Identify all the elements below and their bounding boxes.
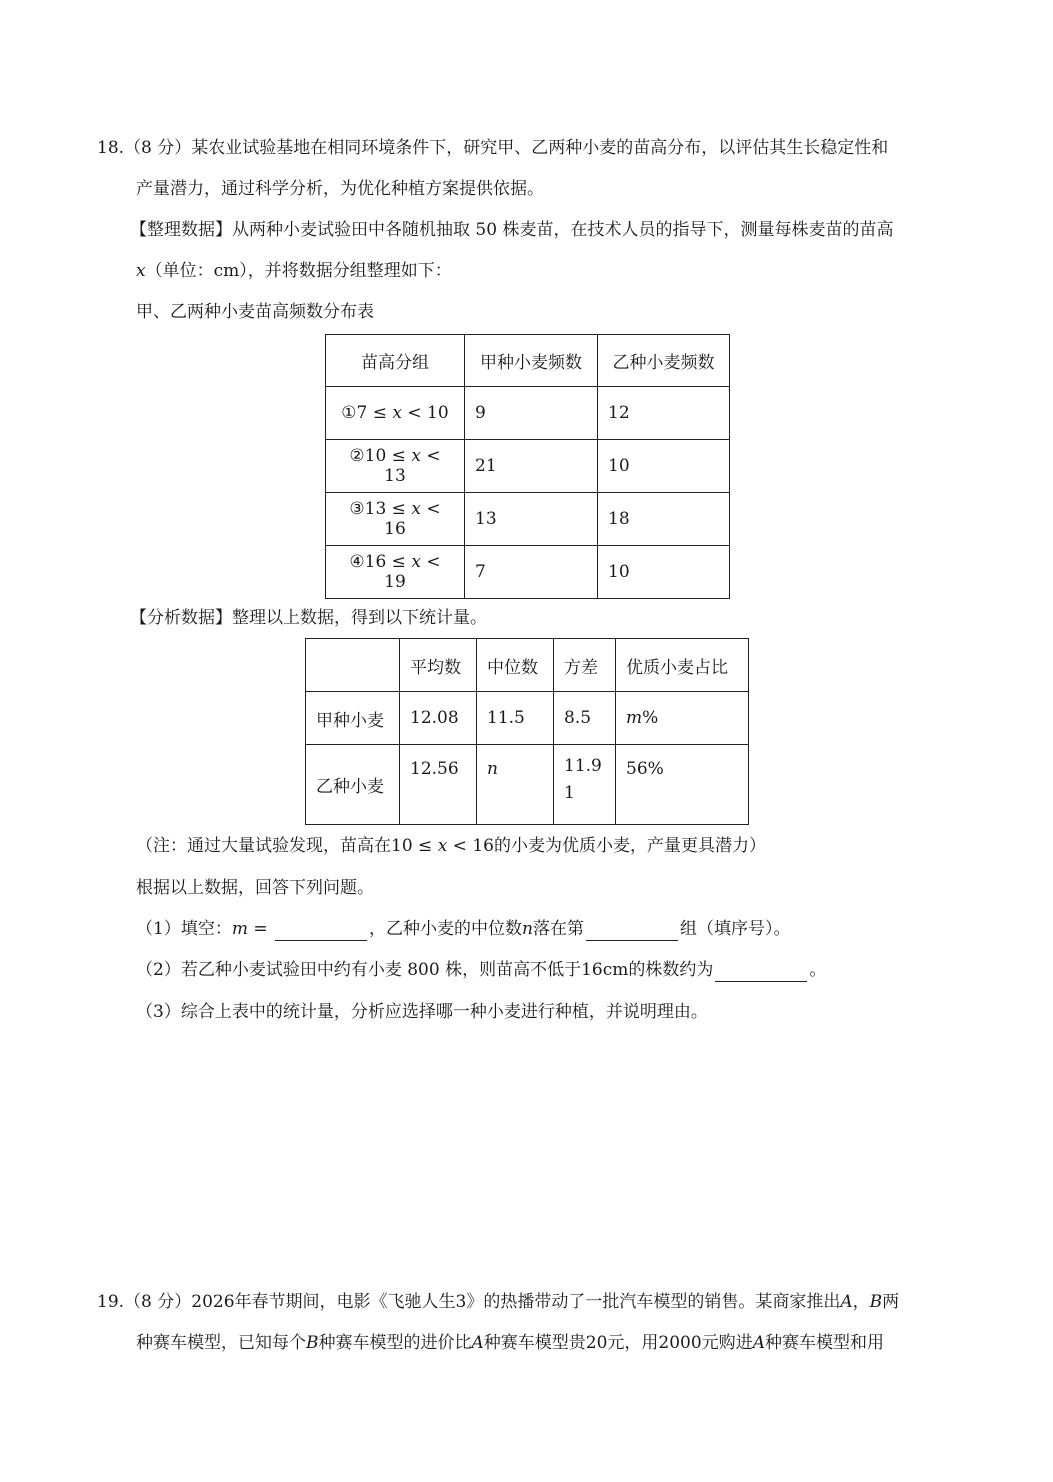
mean-cell: 12.08 — [400, 692, 477, 745]
answer-blank-count[interactable] — [715, 963, 807, 982]
ratio-cell: 56% — [616, 745, 749, 825]
q18-analyze-line: 【分析数据】整理以上数据，得到以下统计量。 — [130, 608, 487, 628]
freq-b-cell: 10 — [598, 546, 730, 599]
table1-title: 甲、乙两种小麦苗高频数分布表 — [136, 302, 374, 322]
statistics-table — [305, 638, 749, 825]
q18-organize-line1: 【整理数据】从两种小麦试验田中各随机抽取 50 株麦苗，在技术人员的指导下，测量每株麦苗的苗高 — [130, 220, 894, 240]
table-row — [326, 546, 730, 599]
header-cell-empty — [306, 639, 400, 692]
median-cell: 11.5 — [477, 692, 554, 745]
q18-organize-line2 — [136, 259, 452, 283]
header-cell: 方差 — [554, 639, 616, 692]
table-header-row — [326, 335, 730, 387]
table-row — [306, 692, 749, 745]
header-cell: 苗高分组 — [326, 335, 465, 387]
q18-header: 18.（8 分）某农业试验基地在相同环境条件下，研究甲、乙两种小麦的苗高分布，以评估其生长稳定性和 — [97, 138, 889, 158]
table-header-row — [306, 639, 749, 692]
table-row — [326, 440, 730, 493]
freq-a-cell: 21 — [465, 440, 598, 493]
group-cell: ④16 ≤ x < 19 — [326, 546, 465, 599]
header-cell: 乙种小麦频数 — [598, 335, 730, 387]
group-cell: ③13 ≤ x < 16 — [326, 493, 465, 546]
frequency-table — [325, 334, 730, 599]
q18-part1: （1）填空：m = ，乙种小麦的中位数n落在第 组（填序号）。 — [136, 919, 791, 939]
variance-cell: 11.9 1 — [554, 745, 616, 825]
var-x: x — [136, 261, 146, 281]
organize-line2-rest: （单位：cm），并将数据分组整理如下： — [145, 261, 452, 281]
header-cell: 优质小麦占比 — [616, 639, 749, 692]
q18-part3: （3）综合上表中的统计量，分析应选择哪一种小麦进行种植，并说明理由。 — [136, 1002, 708, 1022]
median-cell: n — [477, 745, 554, 825]
table-row — [326, 387, 730, 440]
variance-cell: 8.5 — [554, 692, 616, 745]
q18-answer-intro: 根据以上数据，回答下列问题。 — [136, 878, 374, 898]
answer-blank-m[interactable] — [275, 922, 367, 941]
freq-b-cell: 10 — [598, 440, 730, 493]
freq-a-cell: 13 — [465, 493, 598, 546]
freq-b-cell: 18 — [598, 493, 730, 546]
header-cell: 平均数 — [400, 639, 477, 692]
table-row — [306, 745, 749, 825]
freq-b-cell: 12 — [598, 387, 730, 440]
mean-cell: 12.56 — [400, 745, 477, 825]
table-row — [326, 493, 730, 546]
header-cell: 甲种小麦频数 — [465, 335, 598, 387]
q18-part2: （2）若乙种小麦试验田中约有小麦 800 株，则苗高不低于16cm的株数约为 。 — [136, 960, 827, 980]
q19-line2: 种赛车模型，已知每个B种赛车模型的进价比A种赛车模型贵20元，用2000元购进A种赛车模型和用 — [136, 1333, 884, 1353]
row-label: 甲种小麦 — [306, 692, 400, 745]
header-cell: 中位数 — [477, 639, 554, 692]
q19-line1: 19.（8 分）2026年春节期间，电影《飞驰人生3》的热播带动了一批汽车模型的销售。某商家推出A，B两 — [97, 1292, 900, 1312]
ratio-cell: m% — [616, 692, 749, 745]
answer-blank-group[interactable] — [586, 922, 678, 941]
q18-header-cont: 产量潜力，通过科学分析，为优化种植方案提供依据。 — [136, 179, 544, 199]
group-cell: ①7 ≤ x < 10 — [326, 387, 465, 440]
q18-note: （注：通过大量试验发现，苗高在10 ≤ x < 16的小麦为优质小麦，产量更具潜力） — [136, 836, 766, 856]
row-label: 乙种小麦 — [306, 745, 400, 825]
freq-a-cell: 7 — [465, 546, 598, 599]
group-cell: ②10 ≤ x < 13 — [326, 440, 465, 493]
freq-a-cell: 9 — [465, 387, 598, 440]
